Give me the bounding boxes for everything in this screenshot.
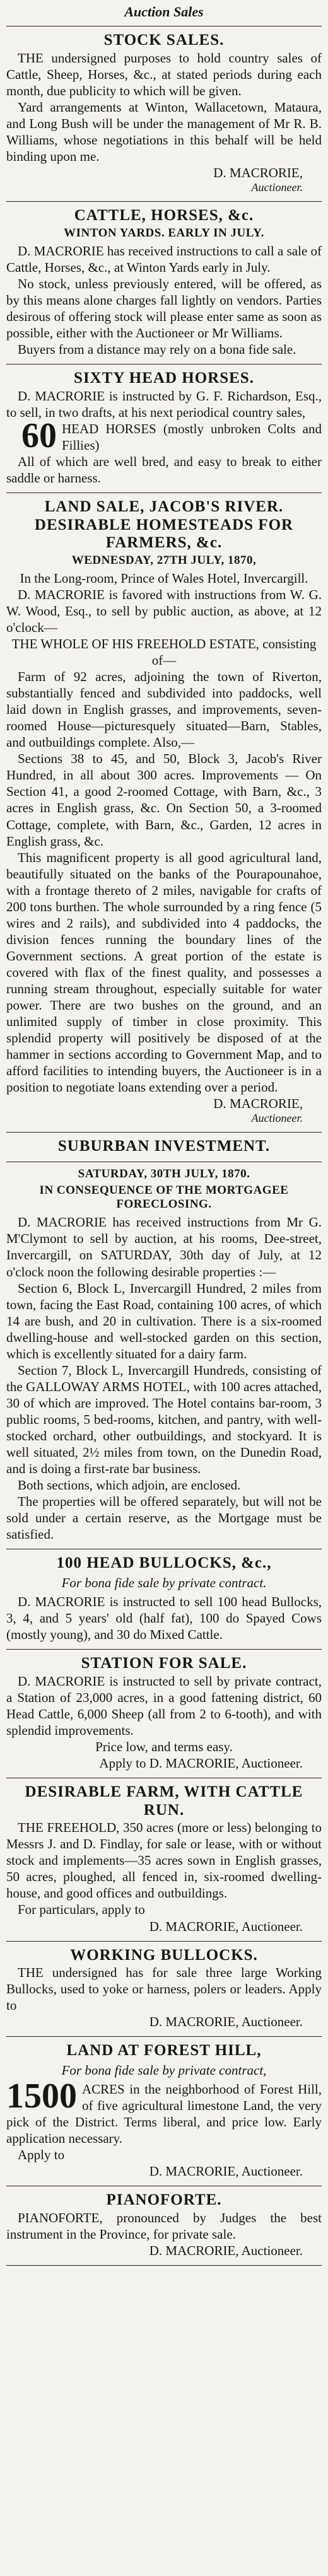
suburban-body-4: Both sections, which adjoin, are enclosed. xyxy=(18,1477,241,1493)
land-sale-estate: THE WHOLE OF HIS FREEHOLD ESTATE, consisting of— xyxy=(11,636,317,668)
land-sale-title: Auctioneer. xyxy=(251,1112,303,1125)
forest-hill-subheading: For bona fide sale by private contract, xyxy=(61,2063,267,2078)
stock-sales-signature: D. MACRORIE, xyxy=(213,165,303,181)
bullocks-heading: 100 HEAD BULLOCKS, &c., xyxy=(56,1554,272,1572)
divider xyxy=(6,2265,322,2266)
pianoforte-heading: PIANOFORTE. xyxy=(106,2191,222,2209)
stock-sales-title: Auctioneer. xyxy=(251,181,303,194)
horses-body: D. MACRORIE is instructed by G. F. Richardson, Esq., to sell, in two drafts, at his next periodical country sales, xyxy=(6,388,322,420)
suburban-investment-ad xyxy=(6,1138,322,1542)
working-bullocks-heading: WORKING BULLOCKS. xyxy=(70,1946,258,1964)
horses-body-2: All of which are well bred, and easy to break to either saddle or harness. xyxy=(6,453,322,486)
farm-particulars: For particulars, apply to xyxy=(18,1902,145,1918)
divider xyxy=(6,201,322,202)
station-apply: Apply to D. MACRORIE, Auctioneer. xyxy=(99,1755,303,1771)
land-sale-signature: D. MACRORIE, xyxy=(213,1096,303,1112)
farm-body: THE FREEHOLD, 350 acres (more or less) belonging to Messrs J. and D. Findlay, for sale or lease, with or without stock and implements—35 acres sown in English grasses, 50 acres, ploughed, all fenced in, six-roomed dwelling-house, and good offices and outbuildings. xyxy=(6,1820,322,1901)
suburban-subheading: IN CONSEQUENCE OF THE MORTGAGEE FORECLOSING. xyxy=(39,1184,289,1211)
forest-hill-acres: 1500 xyxy=(6,2077,77,2116)
farm-heading: DESIRABLE FARM, WITH CATTLE RUN. xyxy=(25,1783,303,1819)
working-bullocks-ad xyxy=(6,1947,322,2031)
suburban-body: D. MACRORIE has received instructions from Mr G. M'Clymont to sell by auction, at his rooms, Dee-street, Invercargill, on SATURDAY, 30th day of July, at 12 o'clock noon the following desirable properties :— xyxy=(6,1215,322,1279)
stock-sales-heading: STOCK SALES. xyxy=(103,32,225,49)
forest-hill-body: ACRES in the neighborhood of Forest Hill, of five agricultural limestone Land, the very pick of the District. Terms liberal, and price low. Early application necessary. xyxy=(6,2082,322,2147)
divider xyxy=(6,2036,322,2037)
suburban-body-5: The properties will be offered separately, but will not be sold under a certain reserve, as the Mortgage must be satisfied. xyxy=(6,1493,322,1542)
pianoforte-body: PIANOFORTE, pronounced by Judges the best instrument in the Province, for private sale. xyxy=(6,2210,322,2242)
working-bullocks-body: THE undersigned has for sale three large Working Bullocks, used to yoke or harness, polers or leaders. Apply to xyxy=(6,1965,322,2014)
sixty-head-horses-ad xyxy=(6,370,322,486)
forest-hill-heading: LAND AT FOREST HILL, xyxy=(66,2042,262,2060)
suburban-section-6: Section 6, Block L, Invercargill Hundred, 2 miles from town, facing the East Road, containing 100 acres, of which 14 are bush, and 20 in cultivation. There is a six-roomed dwelling-house and well-stocked garden on this section, which is excellently situated for a dairy farm. xyxy=(6,1280,322,1361)
cattle-horses-body-3: Buyers from a distance may rely on a bona fide sale. xyxy=(18,341,296,357)
land-sale-location: In the Long-room, Prince of Wales Hotel, Invercargill. xyxy=(20,571,308,586)
suburban-heading: SUBURBAN INVESTMENT. xyxy=(57,1137,271,1155)
desirable-farm-ad xyxy=(6,1783,322,1935)
land-sale-sections: Sections 38 to 45, and 50, Block 3, Jacob's River Hundred, in all about 300 acres. Improvements — On Section 41, a good 2-roomed Cottage, with Barn, &c., 3 acres in English grass, &c. On Section 50, a 3-roomed Cottage, complete, with Barn, &c., Garden, 12 acres in English grass, &c. xyxy=(6,751,322,849)
horses-count-text: HEAD HORSES (mostly unbroken Colts and Fillies) xyxy=(62,421,322,453)
bullocks-ad xyxy=(6,1554,322,1643)
cattle-horses-ad xyxy=(6,207,322,358)
cattle-horses-subheading: WINTON YARDS. EARLY IN JULY. xyxy=(64,226,264,240)
cattle-horses-body: D. MACRORIE has received instructions to call a sale of Cattle, Horses, &c., at Winton Yards early in July. xyxy=(6,243,322,275)
land-sale-subheading: DESIRABLE HOMESTEADS FOR FARMERS, &c. xyxy=(34,516,294,552)
bullocks-subheading: For bona fide sale by private contract. xyxy=(61,1575,267,1590)
stock-sales-body: THE undersigned purposes to hold country sales of Cattle, Sheep, Horses, &c., at stated periods during each month, due publicity to which will be given. xyxy=(6,50,322,99)
forest-hill-apply: Apply to xyxy=(18,2147,65,2163)
suburban-date: SATURDAY, 30TH JULY, 1870. xyxy=(78,1167,250,1181)
divider xyxy=(6,1649,322,1650)
horses-count: 60 xyxy=(21,416,57,455)
land-sale-heading: LAND SALE, JACOB'S RIVER. xyxy=(44,498,284,515)
page-title: Auction Sales xyxy=(124,4,204,20)
suburban-section-7: Section 7, Block L, Invercargill Hundreds, consisting of the GALLOWAY ARMS HOTEL, with 100 acres attached, 30 of which are improved. The Hotel contains bar-room, 3 public rooms, 5 bed-rooms, kitchen, and pantry, with well-stocked orchard, other outbuildings, and stockyard. It is well situated, 2½ miles from town, on the Dunedin Road, and is doing a first-rate bar business. xyxy=(6,1362,322,1476)
land-sale-body: D. MACRORIE is favored with instructions from W. G. W. Wood, Esq., to sell by public auction, as above, at 12 o'clock— xyxy=(6,587,322,636)
land-sale-ad xyxy=(6,498,322,1126)
working-bullocks-signature: D. MACRORIE, Auctioneer. xyxy=(149,2014,303,2030)
bullocks-body: D. MACRORIE is instructed to sell 100 head Bullocks, 3, 4, and 5 years' old (half fat), 100 do Spayed Cows (mostly young), and 30 do Mixed Cattle. xyxy=(6,1594,322,1642)
station-price: Price low, and terms easy. xyxy=(95,1739,233,1754)
farm-signature: D. MACRORIE, Auctioneer. xyxy=(149,1918,303,1934)
divider xyxy=(6,1941,322,1942)
land-sale-date: WEDNESDAY, 27TH JULY, 1870, xyxy=(71,554,257,568)
station-ad xyxy=(6,1655,322,1771)
land-sale-farm: Farm of 92 acres, adjoining the town of Riverton, substantially fenced and subdivided into paddocks, well laid down in English grasses, and improvements, seven-roomed House—picturesquely situated—Barn, Stables, and outbuildings complete. Also,— xyxy=(6,669,322,750)
pianoforte-signature: D. MACRORIE, Auctioneer. xyxy=(149,2243,303,2259)
cattle-horses-heading: CATTLE, HORSES, &c. xyxy=(74,206,254,224)
station-heading: STATION FOR SALE. xyxy=(81,1654,247,1672)
station-body: D. MACRORIE is instructed to sell by private contract, a Station of 23,000 acres, in a good fattening district, 60 Head Cattle, 6,000 Sheep (all from 2 to 6-tooth), and with splendid improvements. xyxy=(6,1673,322,1738)
divider xyxy=(6,492,322,493)
pianoforte-ad xyxy=(6,2191,322,2259)
forest-hill-ad xyxy=(6,2042,322,2179)
stock-sales-ad xyxy=(6,32,322,195)
newspaper-column xyxy=(6,0,322,2266)
horses-heading: SIXTY HEAD HORSES. xyxy=(74,369,254,387)
divider xyxy=(6,1132,322,1133)
stock-sales-body-2: Yard arrangements at Winton, Wallacetown, Mataura, and Long Bush will be under the management of Mr R. B. Williams, whose negotiations in this behalf will be held binding upon me. xyxy=(6,100,322,165)
forest-hill-signature: D. MACRORIE, Auctioneer. xyxy=(149,2164,303,2179)
land-sale-description: This magnificent property is all good agricultural land, beautifully situated on the banks of the Pourapounahoe, with a frontage thereto of 2 miles, navigable for crafts of 200 tons burthen. The whole surrounded by a ring fence (5 wires and 2 rails), and subdivided into 4 paddocks, the division fences running the boundary lines of the Government sections. A great portion of the estate is covered with flax of the finest quality, and possesses a running stream throughout, especially suitable for water power. There are two bushes on the ground, and an unlimited supply of timber in close proximity. This splendid property will positively be disposed of at the hammer in sections according to Government Map, and to afford facilities to intending buyers, the Auctioneer is in a position to negotiate loans extending over a period. xyxy=(6,849,322,1095)
cattle-horses-body-2: No stock, unless previously entered, will be offered, as by this means alone charges fall lightly on vendors. Parties desirous of offering stock will please enter same as soon as possible, either with the Auctioneer or Mr Williams. xyxy=(6,276,322,341)
